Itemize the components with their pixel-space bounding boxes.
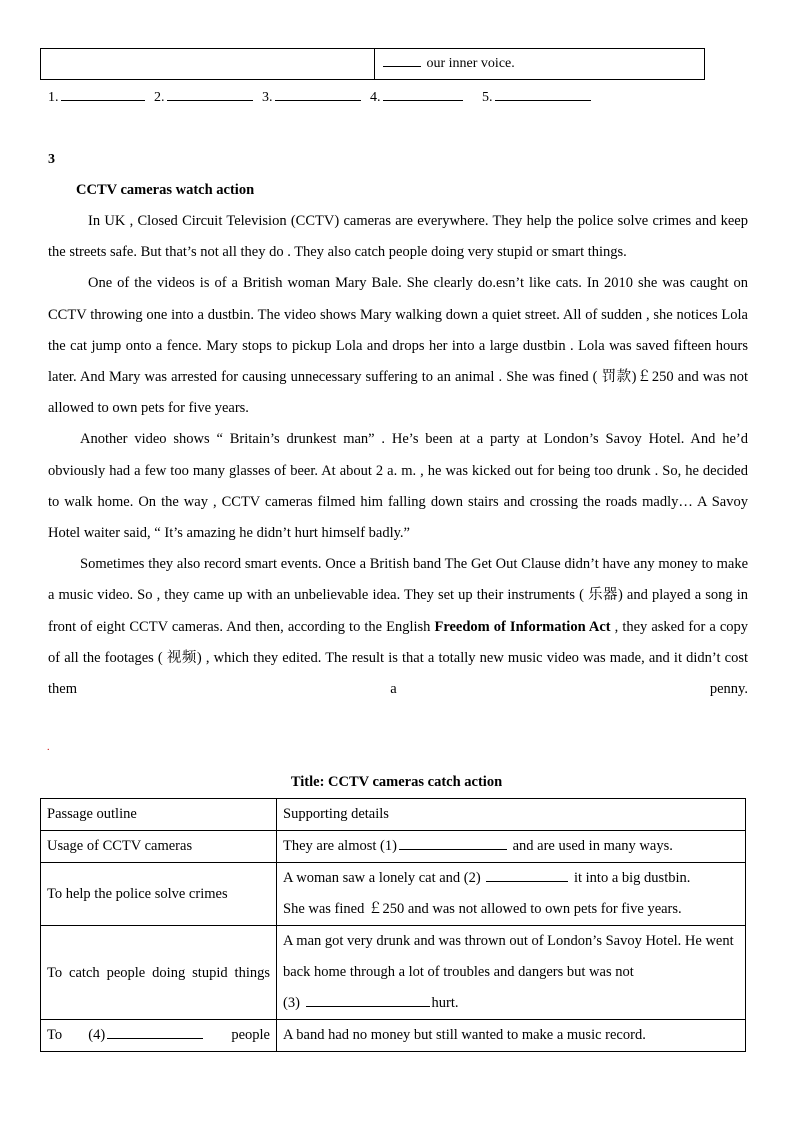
stray-mark: . <box>47 742 50 753</box>
paragraph-4-bold-term: Freedom of Information Act <box>434 618 611 635</box>
paragraph-1: In UK , Closed Circuit Television (CCTV) cameras are everywhere. They help the police solve crimes and keep the streets safe. But that’s not all they do . They also catch people doing very stupid or smart things. <box>48 213 748 261</box>
blank-1[interactable] <box>399 848 507 850</box>
row3-text-a: A man got very drunk and was thrown out of London’s Savoy Hotel. He went back home through a lot of troubles and dangers but was not <box>283 933 734 980</box>
paragraph-2: One of the videos is of a British woman Mary Bale. She clearly do.esn’t like cats. In 2010 she was caught on CCTV throwing one into a dustbin. The video shows Mary walking down a quiet street. All of sudden , she notices Lola the cat jump onto a fence. Mary stops to pickup Lola and drops her into a large dustbin . Lola was saved fifteen hours later. And Mary was arrested for causing unnecessary suffering to an animal . She was fined ( 罚款)￡250 and was not allowed to own pets for five years. <box>48 275 748 417</box>
fill-blank[interactable] <box>383 65 421 67</box>
row2-text-c: She was fined ￡250 and was not allowed to own pets for five years. <box>283 901 682 917</box>
answer-blank-3[interactable] <box>275 99 361 101</box>
row1-text-a: They are almost (1) <box>283 838 397 854</box>
answer-line <box>48 90 597 106</box>
answer-blank-2[interactable] <box>167 99 253 101</box>
row3-details <box>277 926 746 1020</box>
passage-title: CCTV cameras watch action <box>76 182 255 198</box>
table-row <box>41 926 746 1020</box>
top-table-right-text: our inner voice. <box>426 56 515 71</box>
answer-label-2: 2. <box>154 90 165 105</box>
answer-label-3: 3. <box>262 90 273 105</box>
row4-outline <box>41 1020 277 1052</box>
blank-3[interactable] <box>306 1005 430 1007</box>
answer-label-5: 5. <box>482 90 493 105</box>
blank-4[interactable] <box>107 1037 203 1039</box>
answer-blank-4[interactable] <box>383 99 463 101</box>
paragraph-3: Another video shows “ Britain’s drunkest man” . He’s been at a party at London’s Savoy Hotel. And he’d obviously had a few too many glasses of beer. At about 2 a. m. , he was kicked out for being too drunk . So, he decided to walk home. On the way , CCTV cameras filmed him falling down stairs and crossing the roads madly… A Savoy Hotel waiter said, “ It’s amazing he didn’t hurt himself badly.” <box>48 431 748 542</box>
row1-outline: Usage of CCTV cameras <box>41 831 277 863</box>
row2-text-b: it into a big dustbin. <box>573 870 691 886</box>
row1-text-b: and are used in many ways. <box>512 838 673 854</box>
row2-outline: To help the police solve crimes <box>41 863 277 926</box>
question-number: 3 <box>48 152 55 167</box>
row4-text-c: people <box>231 1027 270 1043</box>
answer-label-1: 1. <box>48 90 59 105</box>
table-row <box>41 863 746 926</box>
table-row <box>41 1020 746 1052</box>
blank-2[interactable] <box>486 880 568 882</box>
row3-text-b: (3) <box>283 995 300 1011</box>
row2-text-a: A woman saw a lonely cat and (2) <box>283 870 481 886</box>
paragraph-4-text-a: Sometimes they also record smart events. Once a British band The Get Out Clause didn’t have any money to make a music video. So , they came up with an unbelievable idea. They set up their instruments ( 乐器) and played a song in front of eight CCTV cameras. And then, according to the English <box>48 556 748 635</box>
paragraph-4-text-b: , they asked for a copy of all the footages ( 视频) , which they edited. The result is that a totally new music video was made, and it didn’t cost them a penny. <box>48 618 749 698</box>
row3-outline: To catch people doing stupid things <box>41 926 277 1020</box>
top-table-left-cell <box>41 49 375 79</box>
paragraph-4 <box>48 549 748 705</box>
row4-text-b: (4) <box>88 1027 106 1043</box>
header-outline: Passage outline <box>41 799 277 831</box>
outline-table <box>40 798 746 1052</box>
row3-text-c: hurt. <box>431 995 459 1011</box>
row4-details: A band had no money but still wanted to make a music record. <box>277 1020 746 1052</box>
answer-label-4: 4. <box>370 90 381 105</box>
top-table-fragment <box>40 48 705 80</box>
header-details: Supporting details <box>277 799 746 831</box>
row2-details <box>277 863 746 926</box>
table-title: Title: CCTV cameras catch action <box>290 774 503 790</box>
answer-blank-5[interactable] <box>495 99 591 101</box>
table-row <box>41 831 746 863</box>
top-table-right-cell <box>375 49 704 79</box>
table-row <box>41 799 746 831</box>
row1-details <box>277 831 746 863</box>
passage <box>48 206 748 705</box>
answer-blank-1[interactable] <box>61 99 145 101</box>
row4-text-a: To <box>47 1027 63 1043</box>
